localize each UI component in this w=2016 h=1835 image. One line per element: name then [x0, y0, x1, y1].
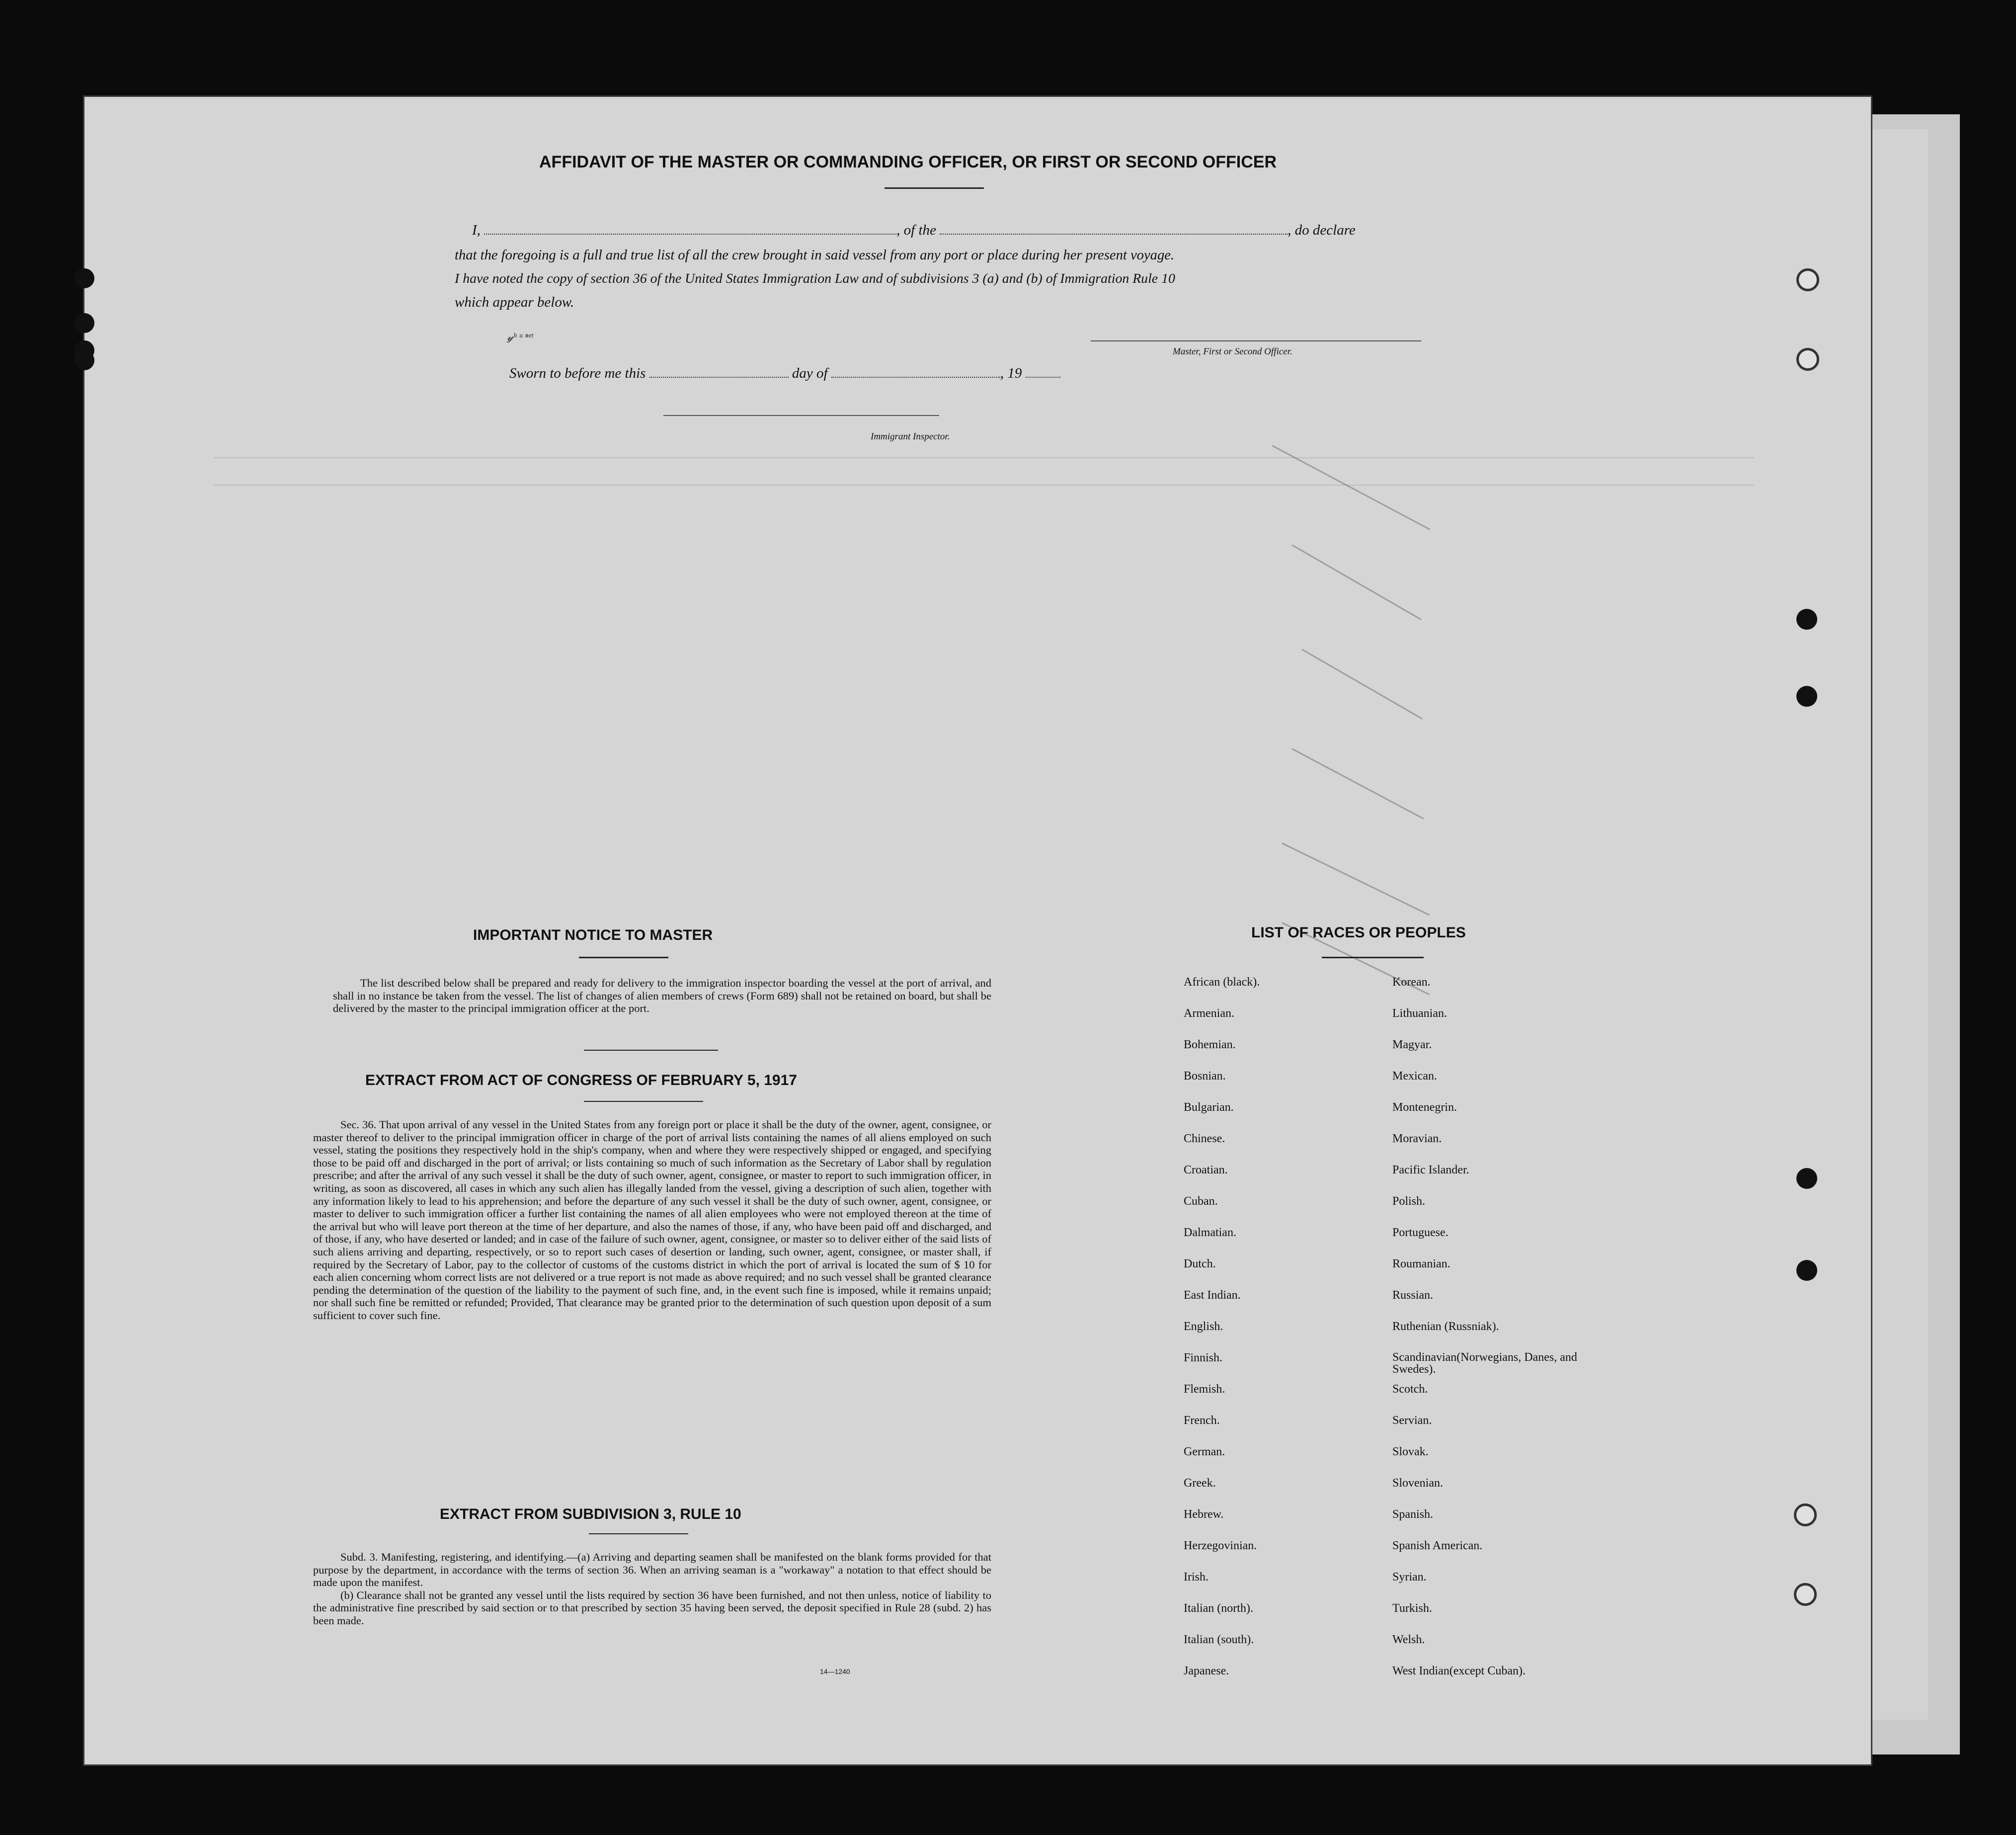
- act-rule: [584, 1101, 703, 1102]
- race-item: Scotch.: [1392, 1383, 1428, 1396]
- pen-stroke: [1301, 649, 1423, 720]
- race-item: Moravian.: [1392, 1132, 1442, 1145]
- races-rule: [1322, 957, 1424, 958]
- binder-hole: [1796, 1168, 1817, 1189]
- race-item: East Indian.: [1184, 1289, 1241, 1302]
- act-title: EXTRACT FROM ACT OF CONGRESS OF FEBRUARY 5, 1917: [365, 1072, 797, 1088]
- race-item: Spanish.: [1392, 1508, 1434, 1521]
- binder-ring: [1794, 1583, 1817, 1606]
- document-page: [84, 97, 1871, 1764]
- affidavit-line-4: which appear below.: [455, 294, 574, 310]
- title-rule: [885, 187, 984, 189]
- notice-title: IMPORTANT NOTICE TO MASTER: [473, 927, 713, 943]
- sworn-line: [509, 365, 1060, 382]
- race-item: Welsh.: [1392, 1633, 1425, 1646]
- race-item: Turkish.: [1392, 1602, 1432, 1615]
- race-item: French.: [1184, 1414, 1220, 1427]
- rule10-title: EXTRACT FROM SUBDIVISION 3, RULE 10: [440, 1506, 741, 1522]
- race-item: Bohemian.: [1184, 1038, 1236, 1051]
- show-through-line: [214, 457, 1754, 458]
- pen-stroke: [1291, 544, 1421, 620]
- notice-text: The list described below shall be prepared and ready for delivery to the immigration inspector boarding the vessel at the port of arrival, and shall in no instance be taken from the vessel. The list of changes of alien members of crews (Form 689) shall not be retained on board, but shall be delivered by the master to the principal immigration officer at the port.: [333, 977, 991, 1015]
- race-item: Slovak.: [1392, 1445, 1429, 1458]
- races-title: LIST OF RACES OR PEOPLES: [1251, 924, 1466, 941]
- inspector-signature-line[interactable]: [663, 415, 939, 416]
- race-item: Spanish American.: [1392, 1539, 1483, 1552]
- race-item: Syrian.: [1392, 1571, 1427, 1584]
- race-item: Irish.: [1184, 1571, 1209, 1584]
- race-item: Ruthenian (Russniak).: [1392, 1320, 1499, 1333]
- binder-ring: [1794, 1503, 1817, 1526]
- notice-rule: [579, 957, 668, 958]
- race-item: Roumanian.: [1392, 1257, 1451, 1270]
- name-blank[interactable]: [484, 234, 896, 235]
- master-signature-line[interactable]: [1091, 340, 1421, 341]
- binder-hole: [75, 350, 94, 370]
- affidavit-of-the: , of the: [896, 222, 936, 238]
- race-item: Armenian.: [1184, 1007, 1234, 1020]
- act-text: Sec. 36. That upon arrival of any vessel in the United States from any foreign port or place it shall be the duty of the owner, agent, consignee, or master thereof to deliver to the principal immigration officer in charge of the port of arrival lists containing the names of all aliens employed on such vessel, stating the positions they respectively hold in the ship's company, when and where they were respectively shipped or engaged, and specifying those to be paid off and discharged in the port of arrival; or lists containing so much of such information as the Secretary of Labor shall by regulation prescribe; and after the arrival of any such vessel it shall be the duty of such owner, agent, consignee, or master to report to such immigration officer, in writing, as soon as discovered, all cases in which any such alien has illegally landed from the vessel, giving a description of such alien, together with any information likely to lead to his apprehension; and before the departure of any such vessel it shall be the duty of such owner, agent, consignee, or master to deliver to such immigration officer a further list containing the names of all alien employees who were not employed thereon at the time of the arrival but who will leave port thereon at the time of her departure, and also the names of those, if any, who have been paid off and discharged, and of those, if any, who have deserted or landed; and in case of the failure of such owner, agent, consignee, or master so to deliver either of the said lists of such aliens arriving and departing, respectively, or so to report such cases of desertion or landing, such owner, agent, consignee, or master shall, if required by the Secretary of Labor, pay to the collector of customs of the customs district in which the port of arrival is located the sum of $ 10 for each alien concerning whom correct lists are not delivered or a true report is not made as above required; and no such vessel shall be granted clearance pending the determination of the question of the liability to the payment of such fine, and, in the event such fine is imposed, while it remains unpaid; nor shall such fine be remitted or refunded; Provided, That clearance may be granted prior to the determination of such question upon deposit of a sum sufficient to cover such fine.: [313, 1118, 991, 1322]
- race-item: Flemish.: [1184, 1383, 1225, 1396]
- affidavit-i: I,: [472, 222, 481, 238]
- race-item: English.: [1184, 1320, 1223, 1333]
- year-prefix: , 19: [1000, 365, 1022, 381]
- race-item: West Indian(except Cuban).: [1392, 1665, 1526, 1677]
- race-item: Greek.: [1184, 1477, 1216, 1490]
- year-blank[interactable]: [1026, 377, 1060, 378]
- notice-bottom-rule: [584, 1050, 718, 1051]
- race-item: Lithuanian.: [1392, 1007, 1447, 1020]
- sworn-text: Sworn to before me this: [509, 365, 646, 381]
- race-item: Korean.: [1392, 976, 1431, 989]
- race-item: Italian (south).: [1184, 1633, 1254, 1646]
- day-of-text: day of: [792, 365, 828, 381]
- race-item: Portuguese.: [1392, 1226, 1449, 1239]
- race-item: Magyar.: [1392, 1038, 1432, 1051]
- binder-ring: [1796, 268, 1819, 291]
- binder-hole: [75, 268, 94, 288]
- rule10-text-b: (b) Clearance shall not be granted any vessel until the lists required by section 36 have been furnished, and not then unless, notice of liability to the administrative fine prescribed by said section or to that prescribed by section 35 having been served, the deposit specified in Rule 28 (subd. 2) has been made.: [313, 1588, 991, 1627]
- race-item: Mexican.: [1392, 1070, 1437, 1083]
- vessel-blank[interactable]: [940, 234, 1288, 235]
- race-item: German.: [1184, 1445, 1225, 1458]
- race-item: Scandinavian(Norwegians, Danes, and Swedes).: [1392, 1351, 1577, 1376]
- inspector-label: Immigrant Inspector.: [871, 431, 950, 442]
- race-item: Dutch.: [1184, 1257, 1216, 1270]
- pen-stroke: [1291, 748, 1424, 819]
- race-item: Croatian.: [1184, 1164, 1228, 1176]
- binder-hole: [1796, 686, 1817, 707]
- rule10-text-a: Subd. 3. Manifesting, registering, and identifying.—(a) Arriving and departing seamen shall be manifested on the blank forms provided for that purpose by the department, in accordance with the terms of section 36. When an arriving seaman is a "workaway" a notation to that effect should be made upon the manifest.: [313, 1551, 991, 1589]
- race-item: Slovenian.: [1392, 1477, 1443, 1490]
- binder-hole: [1796, 1260, 1817, 1281]
- affidavit-line-3: I have noted the copy of section 36 of the United States Immigration Law and of subdivisions 3 (a) and (b) of Immigration Rule 10: [455, 271, 1175, 286]
- race-item: Bosnian.: [1184, 1070, 1226, 1083]
- month-blank[interactable]: [831, 377, 1000, 378]
- race-item: Pacific Islander.: [1392, 1164, 1469, 1176]
- affidavit-title: AFFIDAVIT OF THE MASTER OR COMMANDING OFFICER, OR FIRST OR SECOND OFFICER: [539, 153, 1277, 171]
- race-item: Cuban.: [1184, 1195, 1218, 1208]
- rule10-rule: [589, 1533, 688, 1534]
- race-item: Japanese.: [1184, 1665, 1229, 1677]
- master-label: Master, First or Second Officer.: [1173, 346, 1292, 357]
- pen-stroke: [1282, 842, 1430, 916]
- race-item: Polish.: [1392, 1195, 1426, 1208]
- race-item: Montenegrin.: [1392, 1101, 1457, 1114]
- binder-hole: [1796, 609, 1817, 630]
- race-item: African (black).: [1184, 976, 1260, 989]
- show-through-line: [214, 485, 1754, 486]
- binder-hole: [75, 313, 94, 333]
- race-item: Russian.: [1392, 1289, 1434, 1302]
- race-item: Italian (north).: [1184, 1602, 1253, 1615]
- races-list-left: [1184, 976, 1260, 1696]
- races-list-right: [1392, 976, 1581, 1696]
- race-item: Dalmatian.: [1184, 1226, 1236, 1239]
- affidavit-declare: , do declare: [1288, 222, 1356, 238]
- rule10-text: [313, 1551, 991, 1627]
- affidavit-line-2: that the foregoing is a full and true list of all the crew brought in said vessel from any port or place during her present voyage.: [455, 248, 1175, 263]
- handwritten-mark: 𝓎ʰ ᵘ ⁿᵉᵗ: [507, 331, 533, 343]
- form-number: 14—1240: [820, 1668, 850, 1675]
- race-item: Hebrew.: [1184, 1508, 1224, 1521]
- race-item: Bulgarian.: [1184, 1101, 1234, 1114]
- day-blank[interactable]: [649, 377, 789, 378]
- race-item: Herzegovinian.: [1184, 1539, 1257, 1552]
- binder-ring: [1796, 348, 1819, 371]
- race-item: Finnish.: [1184, 1351, 1223, 1364]
- race-item: Servian.: [1392, 1414, 1432, 1427]
- race-item: Chinese.: [1184, 1132, 1225, 1145]
- affidavit-line-1: [472, 222, 1356, 239]
